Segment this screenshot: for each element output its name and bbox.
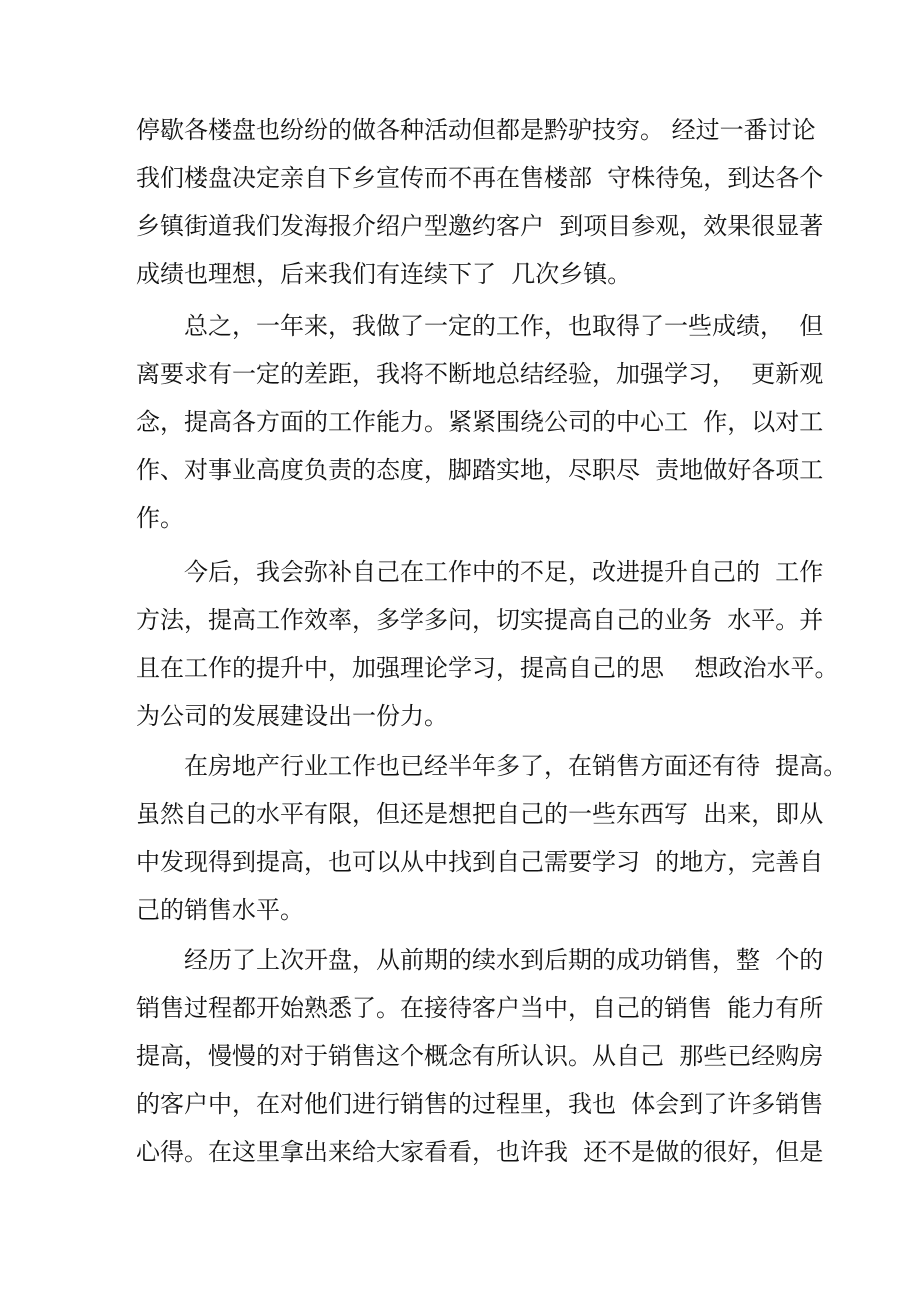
paragraph-3-line-3: 且在工作的提升中，加强理论学习，提高自己的思 想政治水平。 — [136, 654, 839, 682]
paragraph-1-line-2: 我们楼盘决定亲自下乡宣传而不再在售楼部 守株待兔，到达各个 — [136, 164, 824, 192]
paragraph-3-line-1: 今后，我会弥补自己在工作中的不足，改进提升自己的 工作 — [184, 558, 824, 586]
paragraph-2-line-1: 总之，一年来，我做了一定的工作，也取得了一些成绩， 但 — [184, 312, 824, 340]
paragraph-1-line-4: 成绩也理想，后来我们有连续下了 几次乡镇。 — [136, 260, 632, 288]
paragraph-2-line-5: 作。 — [136, 504, 184, 532]
paragraph-5-line-1: 经历了上次开盘，从前期的续水到后期的成功销售，整 个的 — [184, 946, 824, 974]
paragraph-1-line-3: 乡镇街道我们发海报介绍户型邀约客户 到项目参观，效果很显著 — [136, 212, 824, 240]
paragraph-2-line-2: 离要求有一定的差距，我将不断地总结经验，加强学习， 更新观 — [136, 360, 824, 388]
paragraph-5-line-2: 销售过程都开始熟悉了。在接待客户当中，自己的销售 能力有所 — [136, 994, 824, 1022]
paragraph-5-line-5: 心得。在这里拿出来给大家看看，也许我 还不是做的很好，但是 — [136, 1138, 824, 1166]
paragraph-4-line-2: 虽然自己的水平有限，但还是想把自己的一些东西写 出来，即从 — [136, 800, 824, 828]
paragraph-5-line-4: 的客户中，在对他们进行销售的过程里，我也 体会到了许多销售 — [136, 1090, 824, 1118]
paragraph-2-line-4: 作、对事业高度负责的态度，脚踏实地，尽职尽 责地做好各项工 — [136, 456, 824, 484]
paragraph-5-line-3: 提高，慢慢的对于销售这个概念有所认识。从自己 那些已经购房 — [136, 1042, 824, 1070]
paragraph-2-line-3: 念，提高各方面的工作能力。紧紧围绕公司的中心工 作，以对工 — [136, 408, 824, 436]
paragraph-4-line-1: 在房地产行业工作也已经半年多了，在销售方面还有待 提高。 — [184, 752, 848, 780]
paragraph-3-line-2: 方法，提高工作效率，多学多问，切实提高自己的业务 水平。并 — [136, 606, 824, 634]
paragraph-4-line-3: 中发现得到提高，也可以从中找到自己需要学习 的地方，完善自 — [136, 848, 824, 876]
paragraph-4-line-4: 己的销售水平。 — [136, 896, 304, 924]
paragraph-1-line-1: 停歇各楼盘也纷纷的做各种活动但都是黔驴技穷。 经过一番讨论 — [136, 116, 816, 144]
paragraph-3-line-4: 为公司的发展建设出一份力。 — [136, 702, 448, 730]
